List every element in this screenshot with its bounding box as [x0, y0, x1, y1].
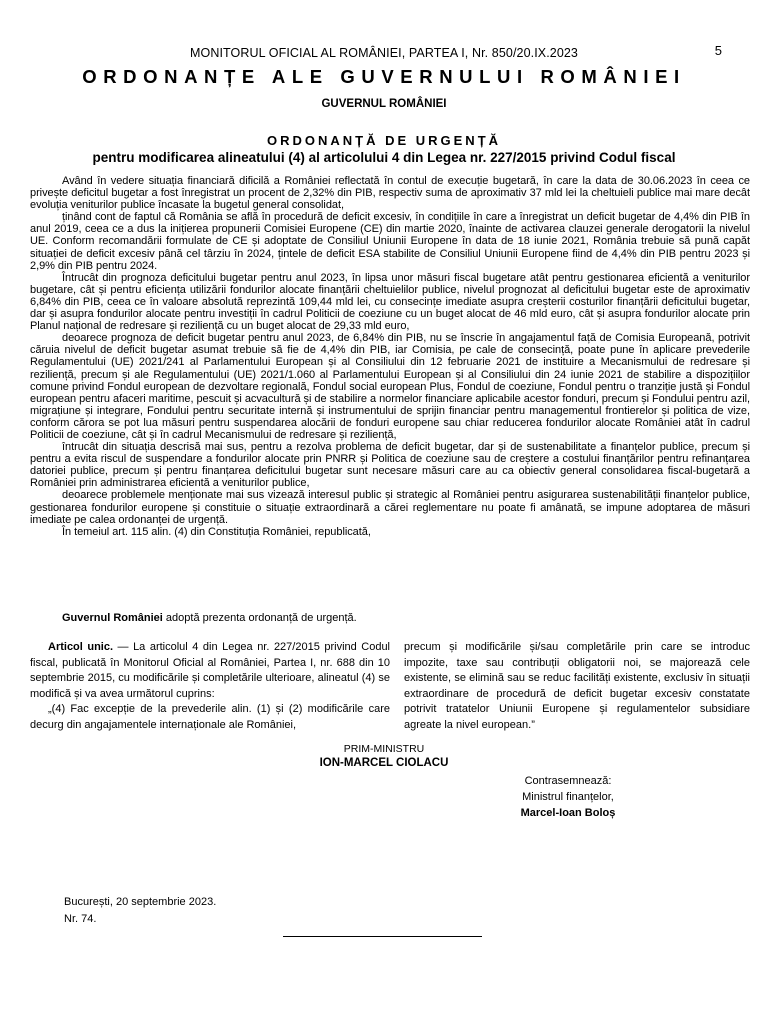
countersignature-block	[488, 773, 648, 821]
preamble	[30, 175, 750, 538]
prime-minister-signature	[0, 742, 768, 770]
adoption-subject: Guvernul României	[62, 612, 163, 624]
place-and-date: București, 20 septembrie 2023.	[64, 896, 217, 908]
section-title: ORDONANȚE ALE GUVERNULUI ROMÂNIEI	[82, 66, 686, 87]
preamble-paragraph: Având în vedere situația financiară dificilă a României reflectată în contul de execuție bugetară, în care la data de 30.06.2023 în ceea ce privește deficitul bugetar a fost înregistrat un procent de 2,32% din PIB, respectiv suma de aproximativ 37 mld lei la cheltuieli publice mai mare decât evoluția veniturilor publice încasate la bugetul general consolidat,	[30, 175, 750, 212]
countersign-label: Contrasemnează:	[524, 775, 612, 787]
issuer-label: GUVERNUL ROMÂNIEI	[321, 98, 447, 110]
minister-role: Ministrul finanțelor,	[522, 791, 614, 803]
prime-minister-name: ION-MARCEL CIOLACU	[319, 757, 449, 769]
article-quote-end: precum și modificările și/sau completările prin care se introduc impozite, taxe sau contribuții obligatorii noi, se majorează cele existente, se elimină sau se reduc facilități existente, exclusiv în situații extraordinare de procedură de deficit bugetar excesiv constatate potrivit tratatelor Uniunii Europene și regulamentelor subsidiare agreate la nivel european.”	[404, 641, 750, 731]
article-quote-start: „(4) Fac excepție de la prevederile alin. (1) și (2) modificările care decurg din angajamentele internaționale ale României,	[30, 703, 390, 731]
preamble-paragraph: deoarece problemele menționate mai sus vizează interesul public și strategic al României pentru asigurarea sustenabilității finanțelor publice, gestionarea fondurilor europene și constituie o situație extraordinară a cărei reglementare nu poate fi amânată, se impune adoptarea de măsuri imediate pe calea ordonanței de urgență.	[30, 489, 750, 526]
article-intro	[30, 640, 390, 702]
preamble-paragraph: În temeiul art. 115 alin. (4) din Constituția României, republicată,	[62, 525, 371, 538]
preamble-paragraph: deoarece prognoza de deficit bugetar pentru anul 2023, de 6,84% din PIB, nu se înscrie în angajamentul față de Comisia Europeană, potrivit căruia nivelul de deficit bugetar asumat trebuie să fie de 4,4% din PIB, iar Comisia, pe cale de consecință, poate pune în aplicare prevederile Regulamentului (UE) 2021/241 al Parlamentului European și al Consiliului din 12 februarie 2021 de instituire a Mecanismului de redresare și reziliență, precum și ale Regulamentului (UE) 2021/1.060 al Parlamentului European și al Consiliului din 24 iunie 2021 de stabilire a dispozițiilor comune privind Fondul european de dezvoltare regională, Fondul social european Plus, Fondul de coeziune, Fondul pentru o tranziție justă și Fondul european pentru afaceri maritime, pescuit și acvacultură și de stabilire a normelor financiare aplicabile acestor fonduri, precum și Fondului pentru azil, migrațiune și integrare, Fondului pentru securitate internă și instrumentului de sprijin financiar pentru managementul frontierelor și politica de vize, conform cărora se pot lua măsuri pentru suspendarea alocării de fonduri europene sau chiar reducerea fondurilor alocate României atât în cadrul Politicii de coeziune, cât și în cadrul Mecanismului de redresare și reziliență,	[30, 332, 750, 441]
prime-minister-role: PRIM-MINISTRU	[343, 743, 425, 755]
article-intro-text: — La articolul 4 din Legea nr. 227/2015 privind Codul fiscal, publicată în Monitorul Oficial al României, Partea I, nr. 688 din 10 septembrie 2015, cu modificările și completările ulterioare, alineatul (4) se modifică și va avea următorul cuprins:	[30, 641, 391, 700]
footer-divider	[283, 936, 482, 937]
article-heading: Articol unic.	[48, 641, 114, 653]
closing-block	[64, 894, 216, 927]
adoption-statement	[62, 612, 357, 624]
page-number: 5	[714, 43, 722, 58]
running-header: MONITORUL OFICIAL AL ROMÂNIEI, PARTEA I, Nr. 850/20.IX.2023	[190, 46, 578, 60]
ordinance-subtitle: pentru modificarea alineatului (4) al articolului 4 din Legea nr. 227/2015 privind Codul fiscal	[92, 150, 676, 165]
document-number: Nr. 74.	[64, 912, 97, 925]
preamble-paragraph: întrucât din situația descrisă mai sus, pentru a rezolva problema de deficit bugetar, dar și de sustenabilitate a finanțelor publice, precum și pentru a evita riscul de suspendare a fondurilor alocate prin PNRR și Politica de coeziune sau de creștere a costului finanțărilor pentru refinanțarea datoriei publice, precum și pentru finanțarea deficitului bugetar sunt necesare măsuri care au ca obiectiv general consolidarea fiscal-bugetară a României prin administrarea eficientă a veniturilor publice,	[30, 441, 750, 490]
preamble-paragraph: Întrucât din prognoza deficitului bugetar pentru anul 2023, în lipsa unor măsuri fiscal bugetare atât pentru gestionarea eficientă a veniturilor bugetare, cât și pentru eficiența utilizării fondurilor alocate finanțării cheltuielilor publice, nivelul prognozat al deficitului bugetar este de aproximativ 6,84% din PIB, ceea ce în valoare absolută reprezintă 109,44 mld lei, cu consecințe imediate asupra creșterii costurilor finanțării deficitului bugetar, dar și asupra fondurilor alocate pentru investiții în cadrul Politicii de coeziune cu un buget alocat de 46 mld euro, cât și asupra fondurilor alocate prin Planul național de redresare și reziliență cu un buget alocat de 29,33 mld euro,	[30, 271, 750, 333]
article-column-right	[404, 640, 750, 733]
minister-name: Marcel-Ioan Boloș	[520, 807, 616, 819]
adoption-text: adoptă prezenta ordonanță de urgență.	[162, 612, 357, 624]
ordinance-type: ORDONANȚĂ DE URGENȚĂ	[266, 133, 502, 148]
article-column-left	[30, 640, 390, 733]
preamble-paragraph: ținând cont de faptul că România se află în procedură de deficit excesiv, în condițiile în care a înregistrat un deficit bugetar de 4,4% din PIB în anul 2019, ceea ce a dus la inițierea propunerii Comisiei Europene (CE) din martie 2020, înainte de activarea clauzei generale derogatorii la nivelul UE. Conform recomandării formulate de CE și adoptate de Consiliul Uniunii Europene în data de 18 iunie 2021, România trebuie să pună capăt situației de deficit excesiv până cel târziu în 2024, țintele de deficit ESA stabilite de Consiliul Uniunii Europene fiind de 4,4% din PIB pentru 2023 și 2,9% din PIB pentru 2024.	[30, 211, 750, 272]
